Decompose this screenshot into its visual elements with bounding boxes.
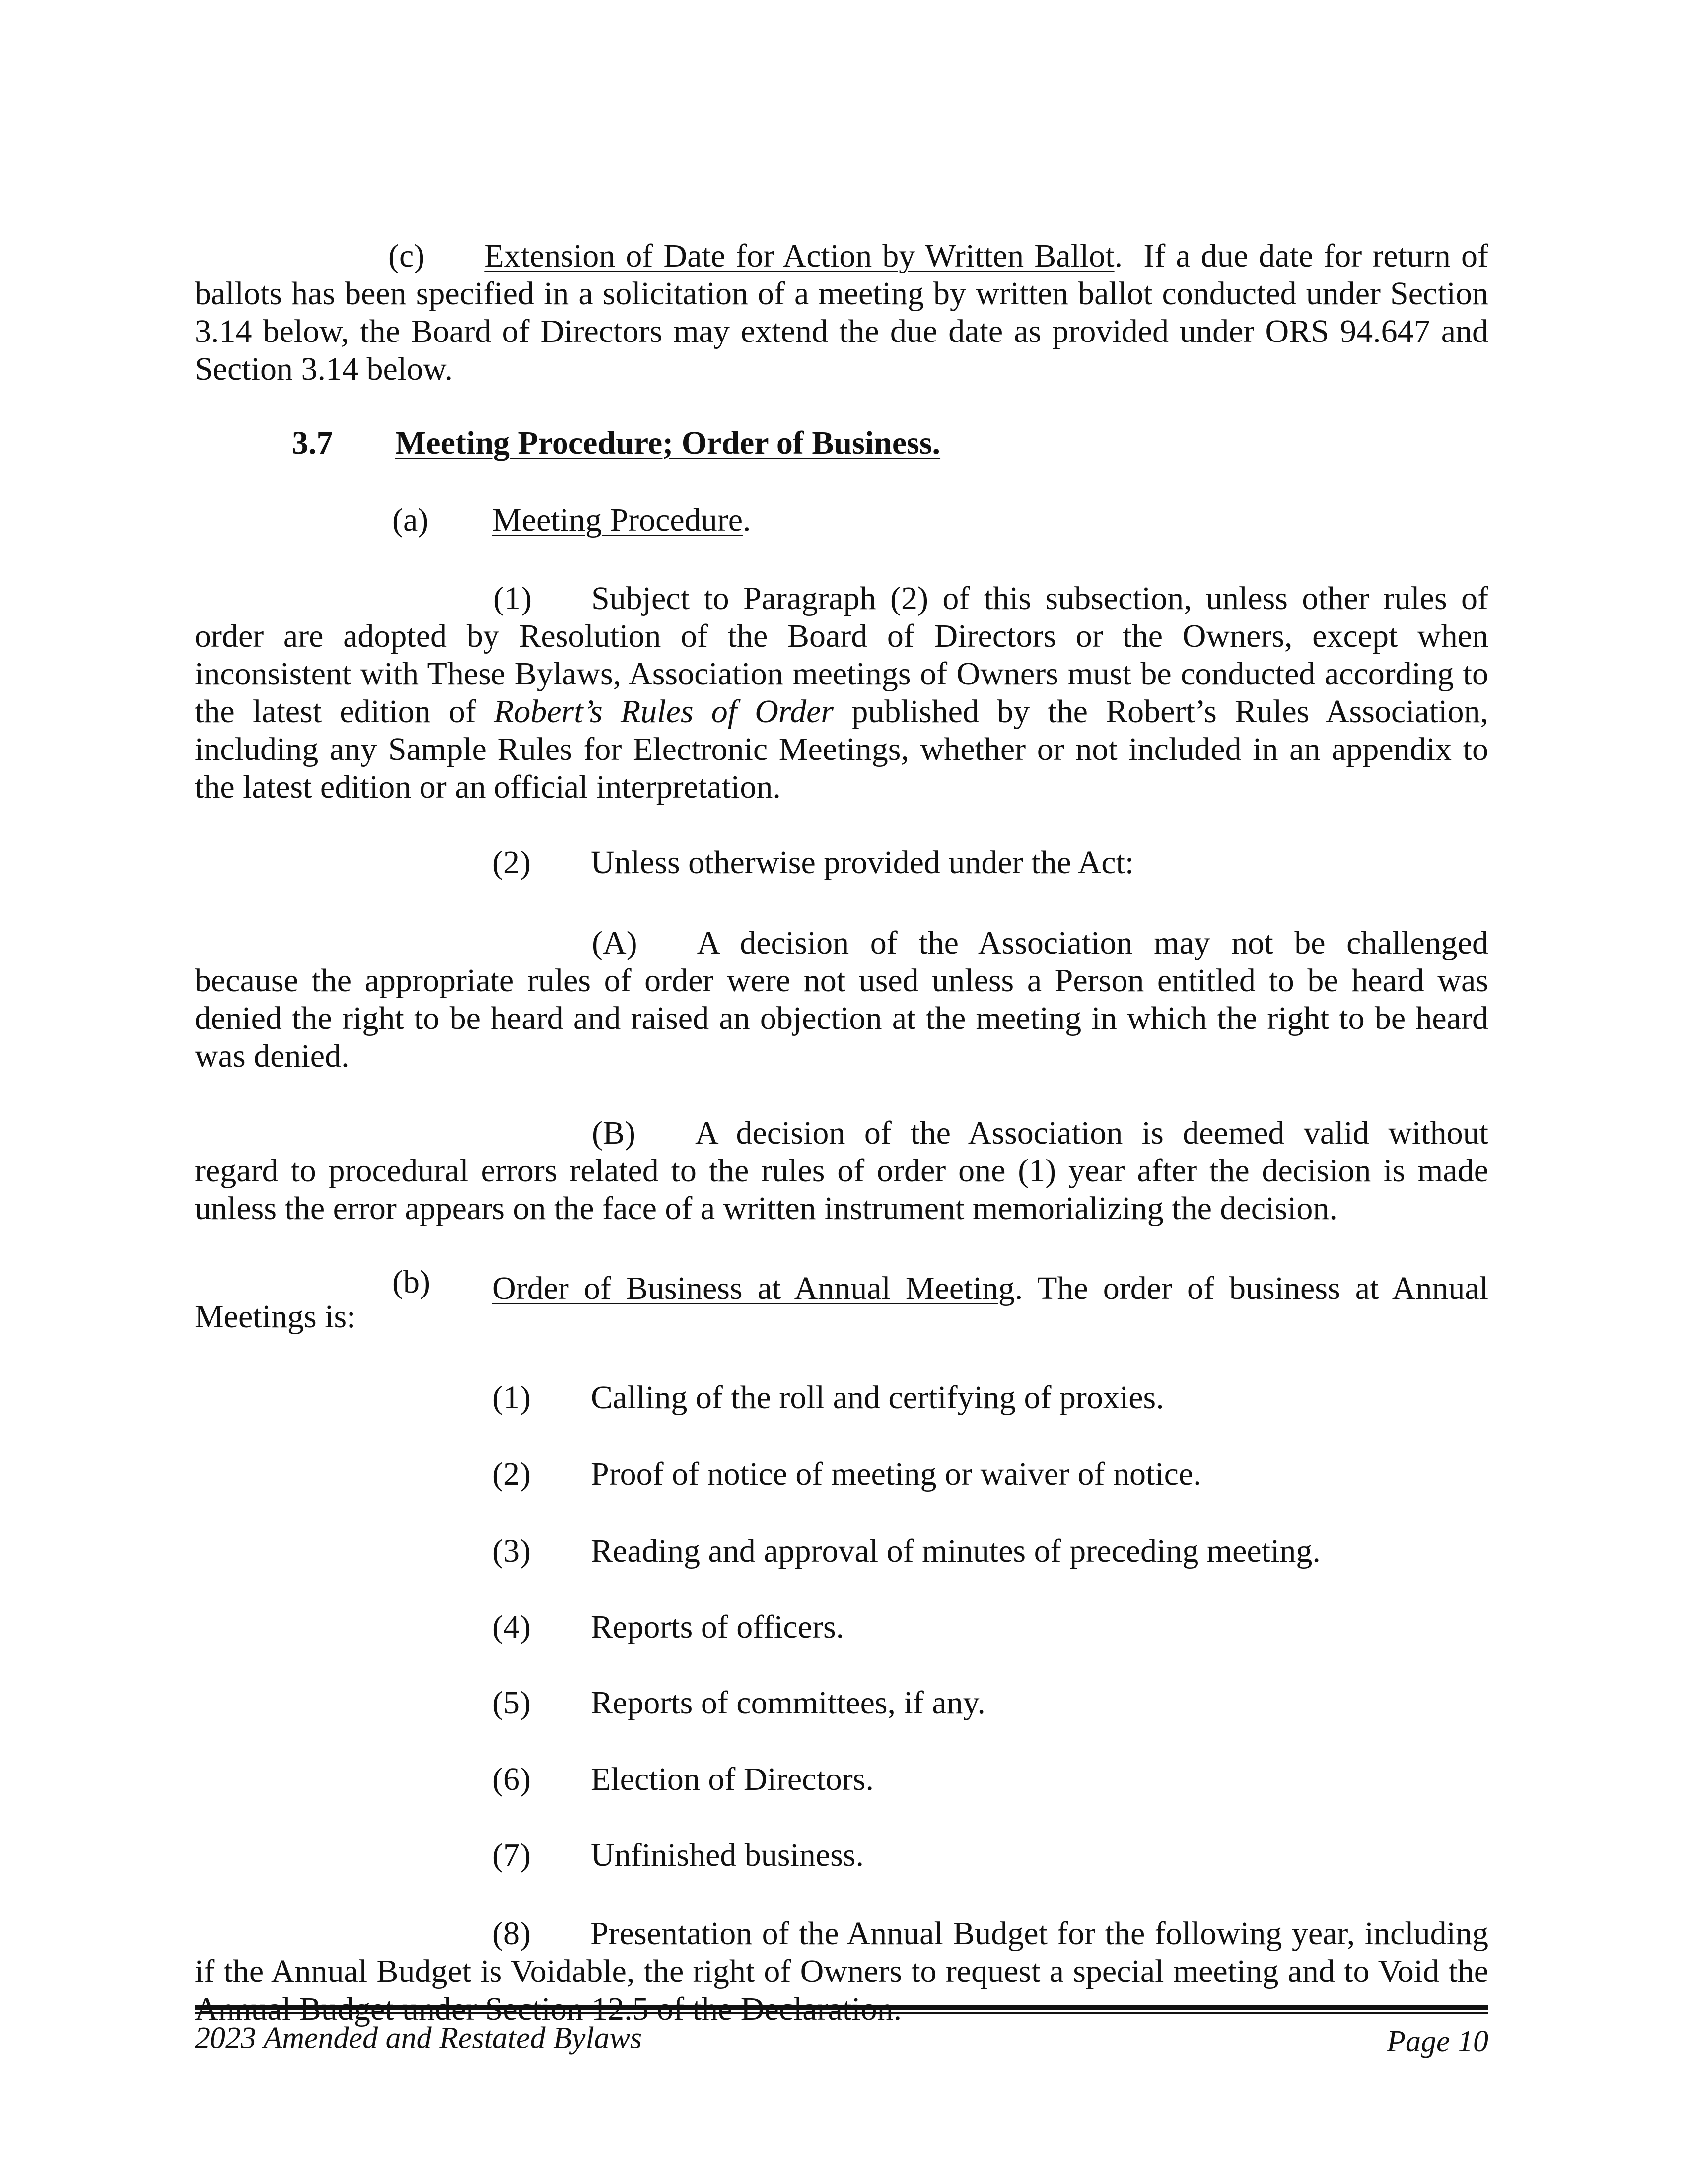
paragraph-1-text-before: Subject to Paragraph (2) of this subsection, unless other rules of order are adopted by Resolution of the Board of Directors or the Owners, except when inconsistent with These Bylaws, Association meetings of Owners must be conducted according to the latest edition of (195, 580, 1488, 730)
order-item-text: Unfinished business. (591, 1837, 864, 1873)
paragraph-c-heading: Extension of Date for Action by Written Ballot (484, 238, 1115, 274)
subsection-a-heading: Meeting Procedure (492, 502, 743, 538)
order-item-4 (492, 1608, 531, 1646)
order-item-marker: (3) (492, 1533, 531, 1569)
footer-rule-thin (195, 2012, 1488, 2014)
order-item-6 (492, 1761, 531, 1798)
paragraph-B (195, 1114, 1488, 1228)
paragraph-A-text: A decision of the Association may not be challenged because the appropriate rules of order were not used unless a Person entitled to be heard was denied the right to be heard and raised an objection at the meeting in which the right to be heard was denied. (195, 925, 1488, 1074)
paragraph-1-marker: (1) (493, 580, 532, 616)
roberts-rules-title: Robert’s Rules of Order (493, 693, 834, 730)
subsection-b-continuation: Meetings is: (195, 1298, 356, 1335)
paragraph-1-text-after: published by the Robert’s Rules Association, including any Sample Rules for Electronic Meetings, whether or not included in an appendix to the latest edition or an official interpretation. (195, 693, 1488, 805)
paragraph-1 (195, 580, 1488, 806)
subsection-b-line: Order of Business at Annual Meeting. The order of business at Annual (492, 1270, 1488, 1306)
order-item-1 (492, 1379, 531, 1417)
order-item-text: Reports of committees, if any. (591, 1685, 985, 1721)
subsection-b-marker: (b) (392, 1264, 430, 1300)
order-item-marker: (5) (492, 1685, 531, 1721)
order-item-8 (195, 1915, 1488, 2028)
order-item-7 (492, 1837, 531, 1874)
paragraph-2-marker: (2) (492, 844, 531, 881)
order-item-8-text: Presentation of the Annual Budget for the following year, including if the Annual Budget is Voidable, the right of Owners to request a special meeting and to Void the (195, 1915, 1488, 1989)
paragraph-c-marker: (c) (388, 238, 425, 274)
paragraph-B-text: A decision of the Association is deemed valid without regard to procedural errors related to the rules of order one (1) year after the decision is made unless the error appears on the face of a written instrument memorializing the decision. (195, 1115, 1488, 1227)
paragraph-B-marker: (B) (592, 1115, 635, 1151)
paragraph-A (195, 924, 1488, 1075)
order-item-text: Election of Directors. (591, 1761, 874, 1797)
order-item-marker: (1) (492, 1379, 531, 1416)
order-item-5 (492, 1684, 531, 1722)
paragraph-A-marker: (A) (592, 925, 637, 961)
subsection-b-text: The order of business at Annual (1037, 1270, 1488, 1306)
paragraph-2-text: Unless otherwise provided under the Act: (591, 844, 1134, 881)
order-item-text: Calling of the roll and certifying of proxies. (591, 1379, 1164, 1416)
order-item-3 (492, 1532, 531, 1570)
order-item-marker: (6) (492, 1761, 531, 1797)
order-item-text: Reports of officers. (591, 1609, 844, 1645)
subsection-a-heading-line: Meeting Procedure. (492, 502, 751, 538)
order-item-2 (492, 1455, 531, 1493)
order-item-8-marker: (8) (492, 1915, 531, 1952)
footer-document-title: 2023 Amended and Restated Bylaws (195, 2021, 642, 2055)
order-item-text: Reading and approval of minutes of preceding meeting. (591, 1533, 1321, 1569)
section-title: Meeting Procedure; Order of Business. (395, 425, 941, 461)
subsection-a-marker: (a) (392, 502, 429, 538)
order-item-marker: (2) (492, 1456, 531, 1492)
order-item-marker: (7) (492, 1837, 531, 1873)
paragraph-c-text: If a due date for return of ballots has been specified in a solicitation of a meeting by written ballot conducted under Section 3.14 below, the Board of Directors may extend the due date as provided under ORS 94.647 and Section 3.14 below. (195, 238, 1489, 387)
section-number: 3.7 (292, 425, 333, 461)
order-item-marker: (4) (492, 1609, 531, 1645)
footer-rule (195, 2005, 1488, 2010)
order-item-text: Proof of notice of meeting or waiver of notice. (591, 1456, 1201, 1492)
subsection-b-heading: Order of Business at Annual Meeting (492, 1270, 1015, 1306)
footer-page-number: Page 10 (1387, 2025, 1488, 2058)
paragraph-c: (c) Extension of Date for Action by Written Ballot. If a due date for return of ballots has been specified in a solicitation of a meeting by written ballot conducted under Section 3.14 below, the Board of Directors may extend the due date as provided under ORS 94.647 and Section 3.14 below. (195, 238, 1489, 387)
